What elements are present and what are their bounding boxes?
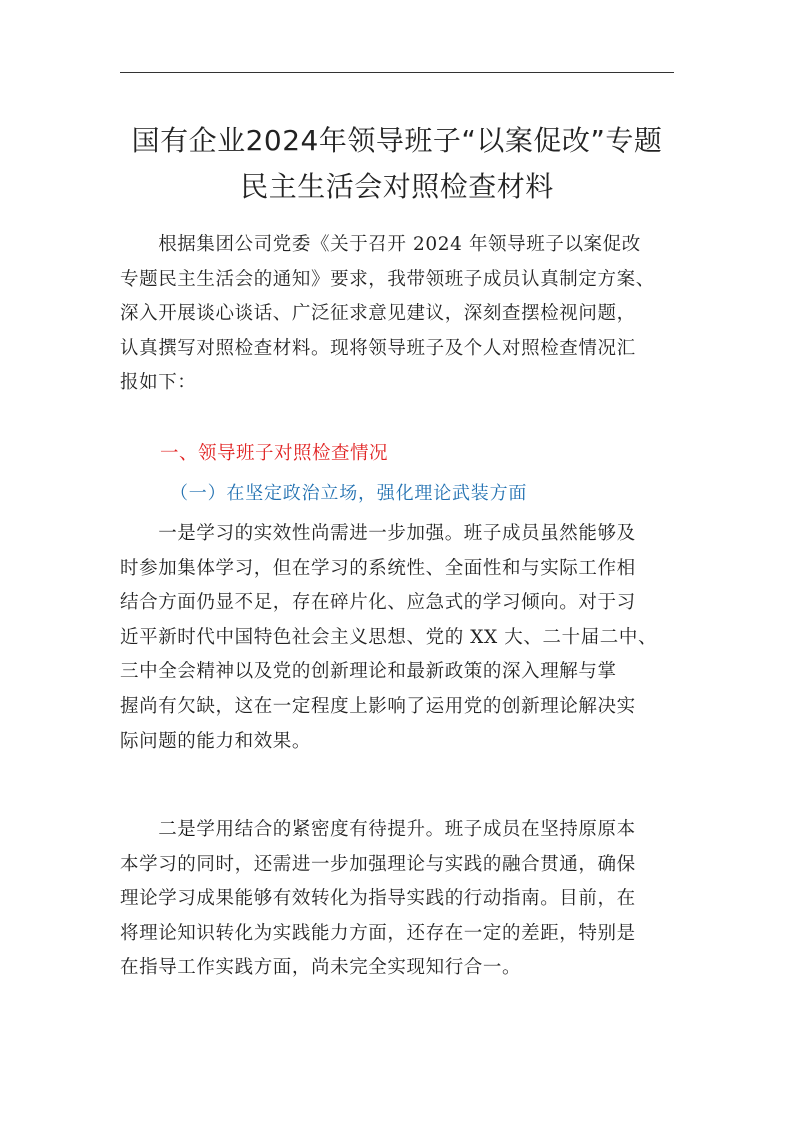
intro-paragraph — [120, 228, 676, 401]
point-two-lead: 二是 — [158, 819, 197, 840]
title-line-1: 国有企业2024年领导班子“以案促改”专题 — [131, 124, 663, 157]
header-rule — [120, 72, 674, 73]
intro-line: 根据集团公司党委《关于召开 2024 年领导班子以案促改 — [120, 234, 641, 255]
point-two-line: 理论学习成果能够有效转化为指导实践的行动指南。目前，在 — [120, 888, 636, 910]
point-two-paragraph — [120, 813, 676, 986]
point-two-first-line — [120, 813, 676, 848]
title-line-2: 民主生活会对照检查材料 — [240, 170, 554, 203]
point-one-first-line — [120, 517, 676, 552]
point-one-line: 时参加集体学习，但在学习的系统性、全面性和与实际工作相 — [120, 557, 636, 579]
point-one-line: 近平新时代中国特色社会主义思想、党的 XX 大、二十届二中、 — [120, 626, 658, 648]
point-one-first-line-text: 学习的实效性尚需进一步加强。班子成员虽然能够及 — [196, 523, 636, 544]
intro-line: 报如下： — [120, 372, 197, 394]
point-one-line: 三中全会精神以及党的创新理论和最新政策的深入理解与掌 — [120, 661, 617, 683]
point-one-paragraph — [120, 517, 676, 759]
point-two-line: 将理论知识转化为实践能力方面，还存在一定的差距，特别是 — [120, 922, 636, 944]
intro-line: 认真撰写对照检查材料。现将领导班子及个人对照检查情况汇 — [120, 337, 636, 359]
point-one-line: 际问题的能力和效果。 — [120, 730, 312, 752]
point-two-line: 本学习的同时，还需进一步加强理论与实践的融合贯通，确保 — [120, 853, 636, 875]
section-heading: 一、领导班子对照检查情况 — [160, 443, 389, 464]
subsection-heading: （一）在坚定政治立场，强化理论武装方面 — [170, 483, 528, 504]
point-one-line: 握尚有欠缺，这在一定程度上影响了运用党的创新理论解决实 — [120, 695, 636, 717]
point-one-line: 结合方面仍显不足，存在碎片化、应急式的学习倾向。对于习 — [120, 592, 636, 614]
document-title — [110, 118, 684, 210]
point-one-lead: 一是 — [158, 523, 197, 544]
intro-line: 专题民主生活会的通知》要求，我带领班子成员认真制定方案、 — [120, 268, 655, 290]
intro-line: 深入开展谈心谈话、广泛征求意见建议，深刻查摆检视问题， — [120, 303, 636, 325]
point-two-first-line-text: 学用结合的紧密度有待提升。班子成员在坚持原原本 — [196, 819, 636, 840]
point-two-line: 在指导工作实践方面，尚未完全实现知行合一。 — [120, 957, 522, 979]
